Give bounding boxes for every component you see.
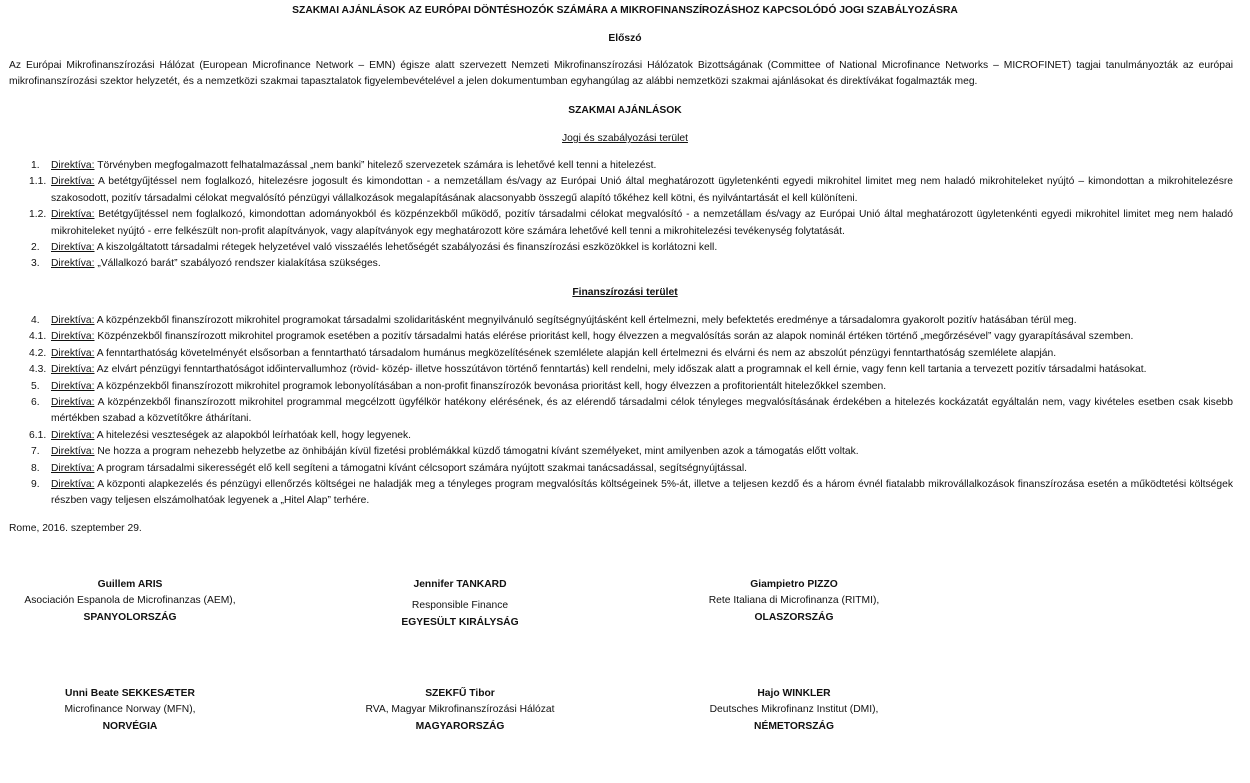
directive-text [51,428,1233,444]
signatory-organization: Asociación Espanola de Microfinanzas (AEM), [24,595,236,607]
directive-number: 9. [31,479,40,491]
directive-body: A közpénzekből finanszírozott mikrohitel programmal megcélzott ügyfélkör hatékony elérésének, és az elérendő társadalmi célok tényleges megvalósításának érdekében a hitelezés kockázatát egyáltalán nem, vagy kivételes esetben csak kisebb mértékben szabad a közvetítőkre áthárítani. [51,397,1234,425]
directive-number: 3. [31,258,40,270]
directive-number: 6.1. [29,429,47,441]
directive-text [51,379,1233,395]
directive-text [51,461,1233,477]
signatory-country: SPANYOLORSZÁG [83,611,177,623]
directive-body: A program társadalmi sikerességét elő kell segíteni a támogatni kívánt célcsoport számára nyújtott szakmai tanácsadással, segítségnyújtással. [96,462,747,474]
directive-item [9,362,1233,378]
directive-text [51,346,1233,362]
signatory-country: NÉMETORSZÁG [754,720,834,732]
directive-body: A közpénzekből finanszírozott mikrohitel programok lebonyolításában a non-profit finanszírozók bevonása prioritást kell, hogy élvezzen a profitorientált hitelezőkkel szemben. [96,380,887,392]
signatory-name: Jennifer TANKARD [413,579,507,590]
directive-label: Direktíva: [51,331,95,343]
directive-item [9,379,1233,395]
directive-number: 2. [31,242,40,254]
signatory-block [0,686,270,735]
section-heading-legal: Jogi és szabályozási terület [562,133,688,144]
directive-body: Ne hozza a program nehezebb helyzetbe az önhibáján kívül fizetési problémákkal küzdő támogatni kívánt személyeket, mint amilyenben azok a támogatás előtt voltak. [97,446,859,458]
section-heading-financing: Finanszírozási terület [572,287,678,298]
document-title: SZAKMAI AJÁNLÁSOK AZ EURÓPAI DÖNTÉSHOZÓK SZÁMÁRA A MIKROFINANSZÍROZÁSHOZ KAPCSOLÓDÓ JOGI SZABÁLYOZÁSRA [292,5,958,16]
directive-item [9,158,1233,174]
directive-label: Direktíva: [51,176,95,188]
signatory-organization: Deutsches Mikrofinanz Institut (DMI), [709,704,879,716]
directive-item [9,428,1233,444]
directive-number: 4. [31,315,40,326]
directive-text [51,240,1233,256]
directive-label: Direktíva: [51,429,95,441]
directive-body: Az elvárt pénzügyi fenntarthatóságot időintervallumhoz (rövid- közép- illetve hosszútávon történő fenntartás) kell rendelni, mely időszak alatt a programnak el kell érnie, vagy fenn kell tartania a tervezett pozitív társadalmi hatásokat. [96,364,1147,376]
signatory-name: Giampietro PIZZO [750,579,838,590]
directive-label: Direktíva: [51,462,95,474]
directive-label: Direktíva: [51,479,95,491]
directive-body: Közpénzekből finanszírozott mikrohitel programok esetében a pozitív társadalmi hatás elérése prioritást kell, hogy élvezzen a megvalósítás során az alapok nominál értéken történő „megőrzésével” vagy gyarapításával szemben. [97,331,1134,343]
directive-body: A közpénzekből finanszírozott mikrohitel programokat társadalmi szolidaritásként megnyilvánuló segítségnyújtásként kell értelmezni, mely befektetés eredménye a társadalomra gyakorolt pozitív hatásában térül meg. [96,315,1077,326]
directive-text [51,313,1233,329]
intro-paragraph: Az Európai Mikrofinanszírozási Hálózat (European Microfinance Network – EMN) égisze alatt szervezett Nemzeti Mikrofinanszírozási Hálózatok Bizottságának (Committee of National Microfinance Networks – MICROFINET) tagjai tanulmányozták az európai mikrofinanszírozási szektor helyzetét, és a nemzetközi szakmai tapasztalatok figyelembevételével a jelen dokumentumban egyhangúlag az alábbi nemzetközi szakmai ajánlásokat és direktívákat fogalmazták meg. [9,60,1233,88]
directive-body: A kiszolgáltatott társadalmi rétegek helyzetével való visszaélés lehetőségét szabályozási és finanszírozási eszközökkel is korlátozni kell. [96,242,718,254]
directive-item [9,477,1233,510]
directive-item [9,329,1233,345]
signing-date: Rome, 2016. szeptember 29. [9,523,142,534]
directive-label: Direktíva: [51,446,95,458]
directive-item [9,346,1233,362]
directive-number: 1.1. [29,176,47,188]
directive-item [9,174,1233,207]
directive-number: 1.2. [29,209,47,221]
directive-label: Direktíva: [51,347,95,359]
directive-number: 5. [31,380,40,392]
directive-number: 4.1. [29,331,47,343]
directive-item [9,461,1233,477]
directive-text [51,158,1233,174]
directive-number: 7. [31,446,40,458]
directive-text [51,362,1233,378]
directive-body: Betétgyűjtéssel nem foglalkozó, kimondottan adományokból és közpénzekből működő, pozitív társadalmi célokat megvalósító - a nemzetállam és/vagy az Európai Unió által meghatározott ügyletenkénti egyedi mikrohitel limitet meg nem haladó mikrohiteleket nyújtó - erre felkészült non-profit alapítványok, vagy alapítványok egy meghatározott köre számára lehetővé kell tenni a mikrohitelezési tevékenység folytatását. [51,209,1233,237]
directive-body: „Vállalkozó barát” szabályozó rendszer kialakítása szükséges. [97,258,381,270]
directive-list-financing [9,313,1233,510]
directive-number: 1. [31,160,40,171]
directive-list-legal [9,158,1233,273]
directive-item [9,240,1233,256]
directive-text [51,395,1233,428]
directive-body: A betétgyűjtéssel nem foglalkozó, hitelezésre jogosult és kimondottan - a nemzetállam és/vagy az Európai Unió által meghatározott ügyletenkénti egyedi mikrohitel limitet meg nem haladó mikrohiteleket nyújtó – kimondottan a mikrohitelezésre szakosodott, pozitív társadalmi célokat megvalósító pénzügyi vállalkozások megalapításának alacsonyabb összegű alapító tőkéhez kell kötni, és nyilvántartását el kell különíteni. [51,176,1234,204]
signatory-block [654,577,934,626]
directive-body: A fenntarthatóság követelményét elsősorban a fenntartható társadalom humánus megközelítésének szemlélete alapján kell értelmezni és elvárni és nem az abszolút pénzügyi fenntarthatóság szemlélete alapján. [96,347,1057,359]
directive-text [51,329,1233,345]
directive-body: A központi alapkezelés és pénzügyi ellenőrzés költségei ne haladják meg a tényleges program megvalósítás költségeinek 5%-át, illetve a teljesen kezdő és a három évnél fiatalabb mikrovállalkozások finanszírozása esetén a működtetési költségek részben vagy teljesen elszámolhatóak legyenek a „Hitel Alap” terhére. [51,479,1233,507]
directive-text [51,477,1233,510]
signatory-country: EGYESÜLT KIRÁLYSÁG [401,616,519,628]
directive-item [9,207,1233,240]
signatory-name: Unni Beate SEKKESÆTER [65,688,195,699]
directive-label: Direktíva: [51,242,95,254]
directive-body: A hitelezési veszteségek az alapokból leírhatóak kell, hogy legyenek. [96,429,412,441]
directive-item [9,313,1233,329]
directive-text [51,174,1233,207]
directive-text [51,444,1233,460]
signatory-organization: Microfinance Norway (MFN), [64,704,196,716]
signatory-country: MAGYARORSZÁG [415,720,505,732]
directive-item [9,256,1233,272]
signatory-organization: Rete Italiana di Microfinanza (RITMI), [708,595,880,607]
signatory-organization: Responsible Finance [411,600,509,612]
directive-label: Direktíva: [51,380,95,392]
signatory-block [320,577,600,631]
directive-label: Direktíva: [51,209,95,221]
signatory-organization: RVA, Magyar Mikrofinanszírozási Hálózat [365,704,555,716]
directive-label: Direktíva: [51,258,95,270]
signatory-block [0,577,270,626]
signatory-country: NORVÉGIA [102,720,158,732]
directive-body: Törvényben megfogalmazott felhatalmazással „nem banki” hitelező szervezetek számára is lehetővé kell tenni a hitelezést. [97,160,657,171]
directive-label: Direktíva: [51,364,95,376]
directive-item [9,444,1233,460]
directive-number: 8. [31,462,40,474]
directive-number: 4.3. [29,364,47,376]
foreword-heading: Előszó [608,33,642,44]
directive-text [51,256,1233,272]
signatory-name: Hajo WINKLER [757,688,831,699]
signatory-name: Guillem ARIS [97,579,163,590]
recommendations-heading: SZAKMAI AJÁNLÁSOK [568,105,682,116]
signatory-country: OLASZORSZÁG [754,611,834,623]
directive-label: Direktíva: [51,160,95,171]
directive-label: Direktíva: [51,315,95,326]
directive-number: 6. [31,397,40,409]
signatory-name: SZEKFŰ Tibor [425,688,495,699]
directive-text [51,207,1233,240]
directive-number: 4.2. [29,347,47,359]
signatory-block [320,686,600,735]
directive-label: Direktíva: [51,397,95,409]
directive-item [9,395,1233,428]
signatory-block [654,686,934,735]
